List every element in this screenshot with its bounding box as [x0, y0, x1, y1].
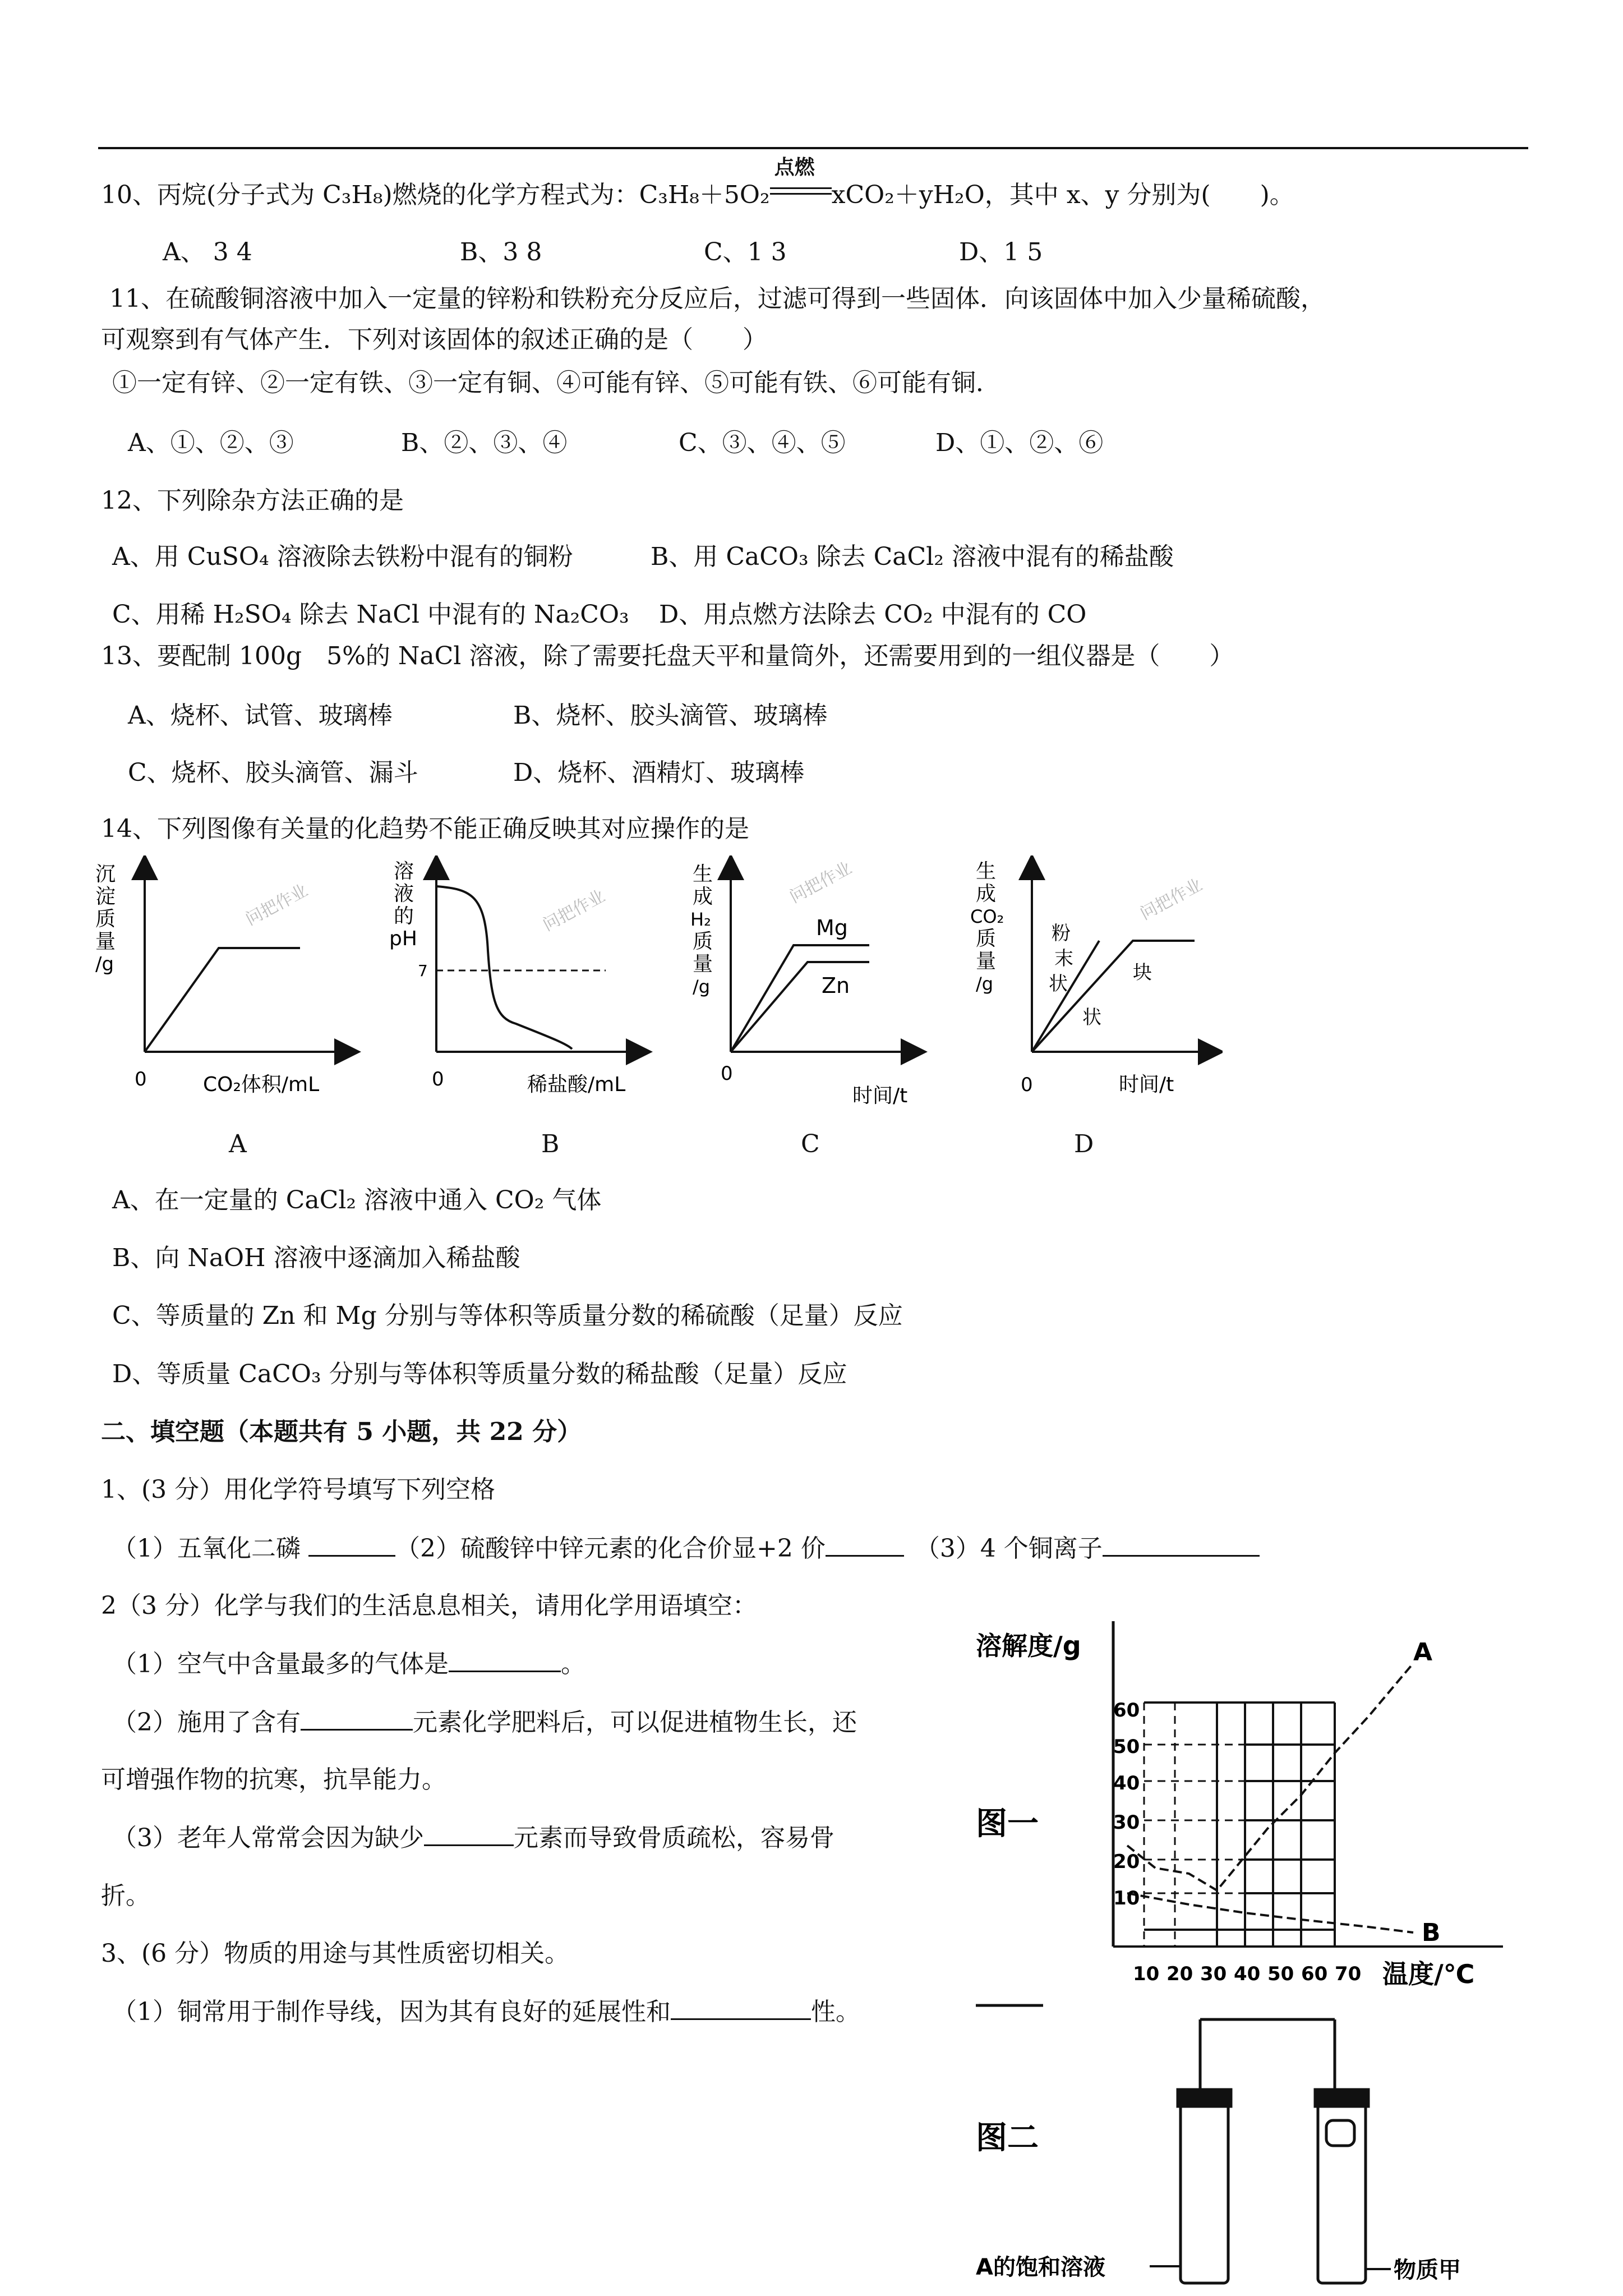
- tube-b: [1315, 2019, 1368, 2283]
- graph-a-ylabel-2: 质: [95, 908, 116, 931]
- xtick-40: 40: [1234, 1963, 1261, 1985]
- graph-c-origin: 0: [721, 1062, 733, 1085]
- graph-d-ylabel-0: 生: [976, 860, 997, 883]
- graph-b-ylabel-1: 液: [394, 882, 414, 905]
- reaction-condition: 点燃: [774, 155, 815, 179]
- watermark-c: 问把作业: [786, 858, 855, 908]
- q13-option-a: A、烧杯、试管、玻璃棒: [128, 701, 393, 730]
- q10-option-a: A、 3 4: [163, 238, 252, 266]
- graph-c-mg-label: Mg: [816, 915, 848, 940]
- s2-q1-part1: （1）五氧化二磷: [112, 1534, 308, 1563]
- graph-a-ylabel-4: /g: [95, 953, 114, 976]
- graph-b-origin: 0: [432, 1068, 444, 1091]
- s2-q1-stem: 1、(3 分）用化学符号填写下列空格: [101, 1475, 496, 1504]
- graph-c: [681, 855, 928, 1114]
- q13-stem: 13、要配制 100g 5%的 NaCl 溶液，除了需要托盘天平和量筒外，还需要用到的一组仪器是（ ）: [101, 642, 1234, 670]
- s2-q2-3a: （3）老年人常常会因为缺少: [112, 1824, 424, 1852]
- graph-b-curve: [436, 886, 572, 1049]
- graph-d-ylabel-1: 成: [976, 882, 997, 905]
- answer-blank-5[interactable]: [301, 1706, 413, 1731]
- reaction-arrow: [770, 155, 832, 203]
- s2-q1-part3: （3）4 个铜离子: [915, 1534, 1103, 1563]
- answer-blank-7[interactable]: [671, 1996, 811, 2020]
- q14-option-a: A、在一定量的 CaCl₂ 溶液中通入 CO₂ 气体: [112, 1186, 602, 1214]
- graph-d-ylabel-5: /g: [976, 973, 994, 995]
- q10-stem: [101, 155, 1294, 211]
- watermark-d: 问把作业: [1137, 875, 1206, 924]
- curve-b: [1127, 1893, 1413, 1932]
- fig2-label: 图二: [976, 2120, 1039, 2156]
- xtick-60: 60: [1301, 1963, 1328, 1985]
- xtick-20: 20: [1166, 1963, 1193, 1985]
- graph-b-xlabel: 稀盐酸/mL: [527, 1073, 626, 1096]
- s2-q2-2b: 元素化学肥料后，可以促进植物生长，还: [413, 1708, 857, 1737]
- s2-q2-1b: 。: [561, 1650, 585, 1678]
- s2-q2-2a: （2）施用了含有: [112, 1708, 301, 1737]
- graph-c-ylabel-1: 成: [693, 885, 713, 908]
- q11-line1: 11、在硫酸铜溶液中加入一定量的锌粉和铁粉充分反应后，过滤可得到一些固体．向该固体中加入少量稀硫酸，: [109, 284, 1325, 313]
- s2-q2-3b: 元素而导致骨质疏松，容易骨: [514, 1824, 834, 1852]
- q13-option-c: C、烧杯、胶头滴管、漏斗: [128, 758, 418, 787]
- curve-a-label: A: [1413, 1638, 1433, 1667]
- graph-c-ylabel-5: /g: [693, 976, 711, 997]
- graph-b-ylabel-2: 的: [394, 905, 414, 928]
- graph-d-caption: D: [1074, 1130, 1094, 1158]
- graph-d-powder-0: 粉: [1052, 922, 1071, 945]
- s2-q2-part3-cont: 折。: [101, 1881, 150, 1910]
- figure-ylabel: 溶解度/g: [976, 1631, 1081, 1661]
- s2-q3-1b: 性。: [811, 1998, 860, 2026]
- graph-b: [387, 855, 656, 1114]
- q11-option-b: B、②、③、④: [401, 429, 568, 457]
- graph-c-ylabel-4: 量: [693, 953, 713, 976]
- q12-stem: 12、下列除杂方法正确的是: [101, 486, 404, 515]
- graph-b-ylabel-0: 溶: [394, 860, 414, 883]
- q10-option-b: B、3 8: [460, 238, 542, 266]
- ytick-40: 40: [1113, 1772, 1140, 1795]
- s2-q3-stem: 3、(6 分）物质的用途与其性质密切相关。: [101, 1939, 570, 1968]
- graph-d-origin: 0: [1021, 1074, 1033, 1096]
- q13-option-d: D、烧杯、酒精灯、玻璃棒: [513, 758, 805, 787]
- s2-q1-part2: （2）硫酸锌中锌元素的化合价显+2 价: [395, 1534, 826, 1563]
- graph-a: [95, 855, 365, 1114]
- watermark-b: 问把作业: [540, 886, 608, 936]
- s2-q2-stem: 2（3 分）化学与我们的生活息息相关，请用化学用语填空：: [101, 1591, 757, 1620]
- tube-b-label: 物质甲: [1394, 2257, 1461, 2283]
- graph-d-ylabel-2: CO₂: [970, 906, 1004, 927]
- xtick-50: 50: [1267, 1963, 1294, 1985]
- graph-d-ylabel-3: 质: [976, 927, 997, 950]
- graph-d-block-1: 状: [1082, 1006, 1101, 1029]
- q10-option-d: D、1 5: [959, 238, 1043, 266]
- answer-blank-4[interactable]: [449, 1648, 561, 1672]
- graph-a-curve: [145, 948, 300, 1052]
- graph-c-ylabel-3: 质: [693, 930, 713, 953]
- section2-title: 二、填空题（本题共有 5 小题，共 22 分）: [101, 1418, 582, 1446]
- answer-blank-1[interactable]: [308, 1533, 395, 1557]
- graph-d-xlabel: 时间/t: [1119, 1073, 1174, 1096]
- xtick-30: 30: [1200, 1963, 1227, 1985]
- s2-q2-1a: （1）空气中含量最多的气体是: [112, 1650, 449, 1678]
- tube-a: [1178, 2019, 1324, 2283]
- graph-a-caption: A: [229, 1130, 247, 1158]
- q13-option-b: B、烧杯、胶头滴管、玻璃棒: [513, 701, 828, 730]
- s2-q1-parts: [112, 1533, 1260, 1565]
- watermark-a: 问把作业: [242, 880, 311, 930]
- graph-b-ylabel-3: pH: [389, 927, 417, 950]
- tube-a-label: A的饱和溶液: [976, 2254, 1105, 2280]
- figure-grid: [1144, 1703, 1335, 1947]
- ytick-20: 20: [1113, 1851, 1140, 1873]
- graph-a-ylabel-3: 量: [95, 930, 116, 953]
- xtick-10: 10: [1133, 1963, 1160, 1985]
- q14-option-c: C、等质量的 Zn 和 Mg 分别与等体积等质量分数的稀硫酸（足量）反应: [112, 1301, 903, 1330]
- q14-option-b: B、向 NaOH 溶液中逐滴加入稀盐酸: [112, 1244, 520, 1272]
- graph-d-ylabel-4: 量: [976, 950, 997, 973]
- graph-c-xlabel: 时间/t: [852, 1084, 908, 1107]
- ytick-10: 10: [1113, 1887, 1140, 1910]
- s2-q2-part1: [112, 1648, 585, 1680]
- graph-b-caption: B: [541, 1130, 560, 1158]
- s2-q2-part3: [112, 1822, 834, 1854]
- q12-option-a: A、用 CuSO₄ 溶液除去铁粉中混有的铜粉: [112, 542, 573, 571]
- answer-blank-6[interactable]: [424, 1822, 514, 1846]
- graph-d-powder-2: 状: [1049, 973, 1068, 995]
- graph-a-xlabel: CO₂体积/mL: [203, 1073, 320, 1096]
- q12-option-c: C、用稀 H₂SO₄ 除去 NaCl 中混有的 Na₂CO₃: [112, 600, 629, 629]
- header-rule: [98, 147, 1528, 149]
- s2-q3-1a: （1）铜常用于制作导线，因为其有良好的延展性和: [112, 1998, 671, 2026]
- figure-xlabel: 温度/℃: [1382, 1959, 1475, 1989]
- q11-option-d: D、①、②、⑥: [935, 429, 1104, 457]
- curve-a: [1127, 1663, 1413, 1890]
- graph-d-powder-1: 末: [1054, 947, 1073, 970]
- ytick-60: 60: [1113, 1699, 1140, 1722]
- graph-a-origin: 0: [135, 1068, 147, 1091]
- q11-line2: 可观察到有气体产生．下列对该固体的叙述正确的是（ ）: [101, 325, 767, 354]
- answer-blank-3[interactable]: [1103, 1533, 1260, 1557]
- graph-d-block-0: 块: [1133, 961, 1152, 984]
- graph-a-ylabel-1: 淀: [95, 885, 116, 908]
- q12-option-d: D、用点燃方法除去 CO₂ 中混有的 CO: [659, 600, 1087, 629]
- xtick-70: 70: [1335, 1963, 1362, 1985]
- graph-c-zn-label: Zn: [822, 973, 850, 998]
- q10-option-c: C、1 3: [704, 238, 787, 266]
- graph-c-ylabel-2: H₂: [690, 909, 711, 930]
- q10-text-a: 10、丙烷(分子式为 C₃H₈)燃烧的化学方程式为：C₃H₈＋5O₂: [101, 181, 770, 209]
- curve-b-label: B: [1422, 1918, 1441, 1947]
- graph-c-ylabel-0: 生: [693, 863, 713, 886]
- q11-option-c: C、③、④、⑤: [679, 429, 846, 457]
- ytick-30: 30: [1113, 1811, 1140, 1834]
- solubility-figure: [965, 1610, 1525, 2294]
- s2-q3-part1: [112, 1996, 860, 2028]
- q14-stem: 14、下列图像有关量的化趋势不能正确反映其对应操作的是: [101, 815, 749, 843]
- q10-text-b: xCO₂＋yH₂O，其中 x、y 分别为( )。: [831, 181, 1294, 209]
- s2-q2-part2-cont: 可增强作物的抗寒，抗旱能力。: [101, 1765, 446, 1794]
- ytick-50: 50: [1113, 1736, 1140, 1758]
- graph-d: [965, 855, 1223, 1114]
- q14-option-d: D、等质量 CaCO₃ 分别与等体积等质量分数的稀盐酸（足量）反应: [112, 1360, 847, 1388]
- graph-c-caption: C: [801, 1130, 820, 1158]
- graph-a-ylabel-0: 沉: [95, 863, 116, 886]
- q12-option-b: B、用 CaCO₃ 除去 CaCl₂ 溶液中混有的稀盐酸: [651, 542, 1174, 571]
- q11-line3: ①一定有锌、②一定有铁、③一定有铜、④可能有锌、⑤可能有铁、⑥可能有铜．: [112, 369, 1000, 397]
- fig1-label: 图一: [976, 1806, 1039, 1842]
- answer-blank-2[interactable]: [826, 1533, 904, 1557]
- s2-q2-part2: [112, 1706, 857, 1738]
- graph-b-seven: 7: [418, 961, 428, 980]
- q11-option-a: A、①、②、③: [128, 429, 294, 457]
